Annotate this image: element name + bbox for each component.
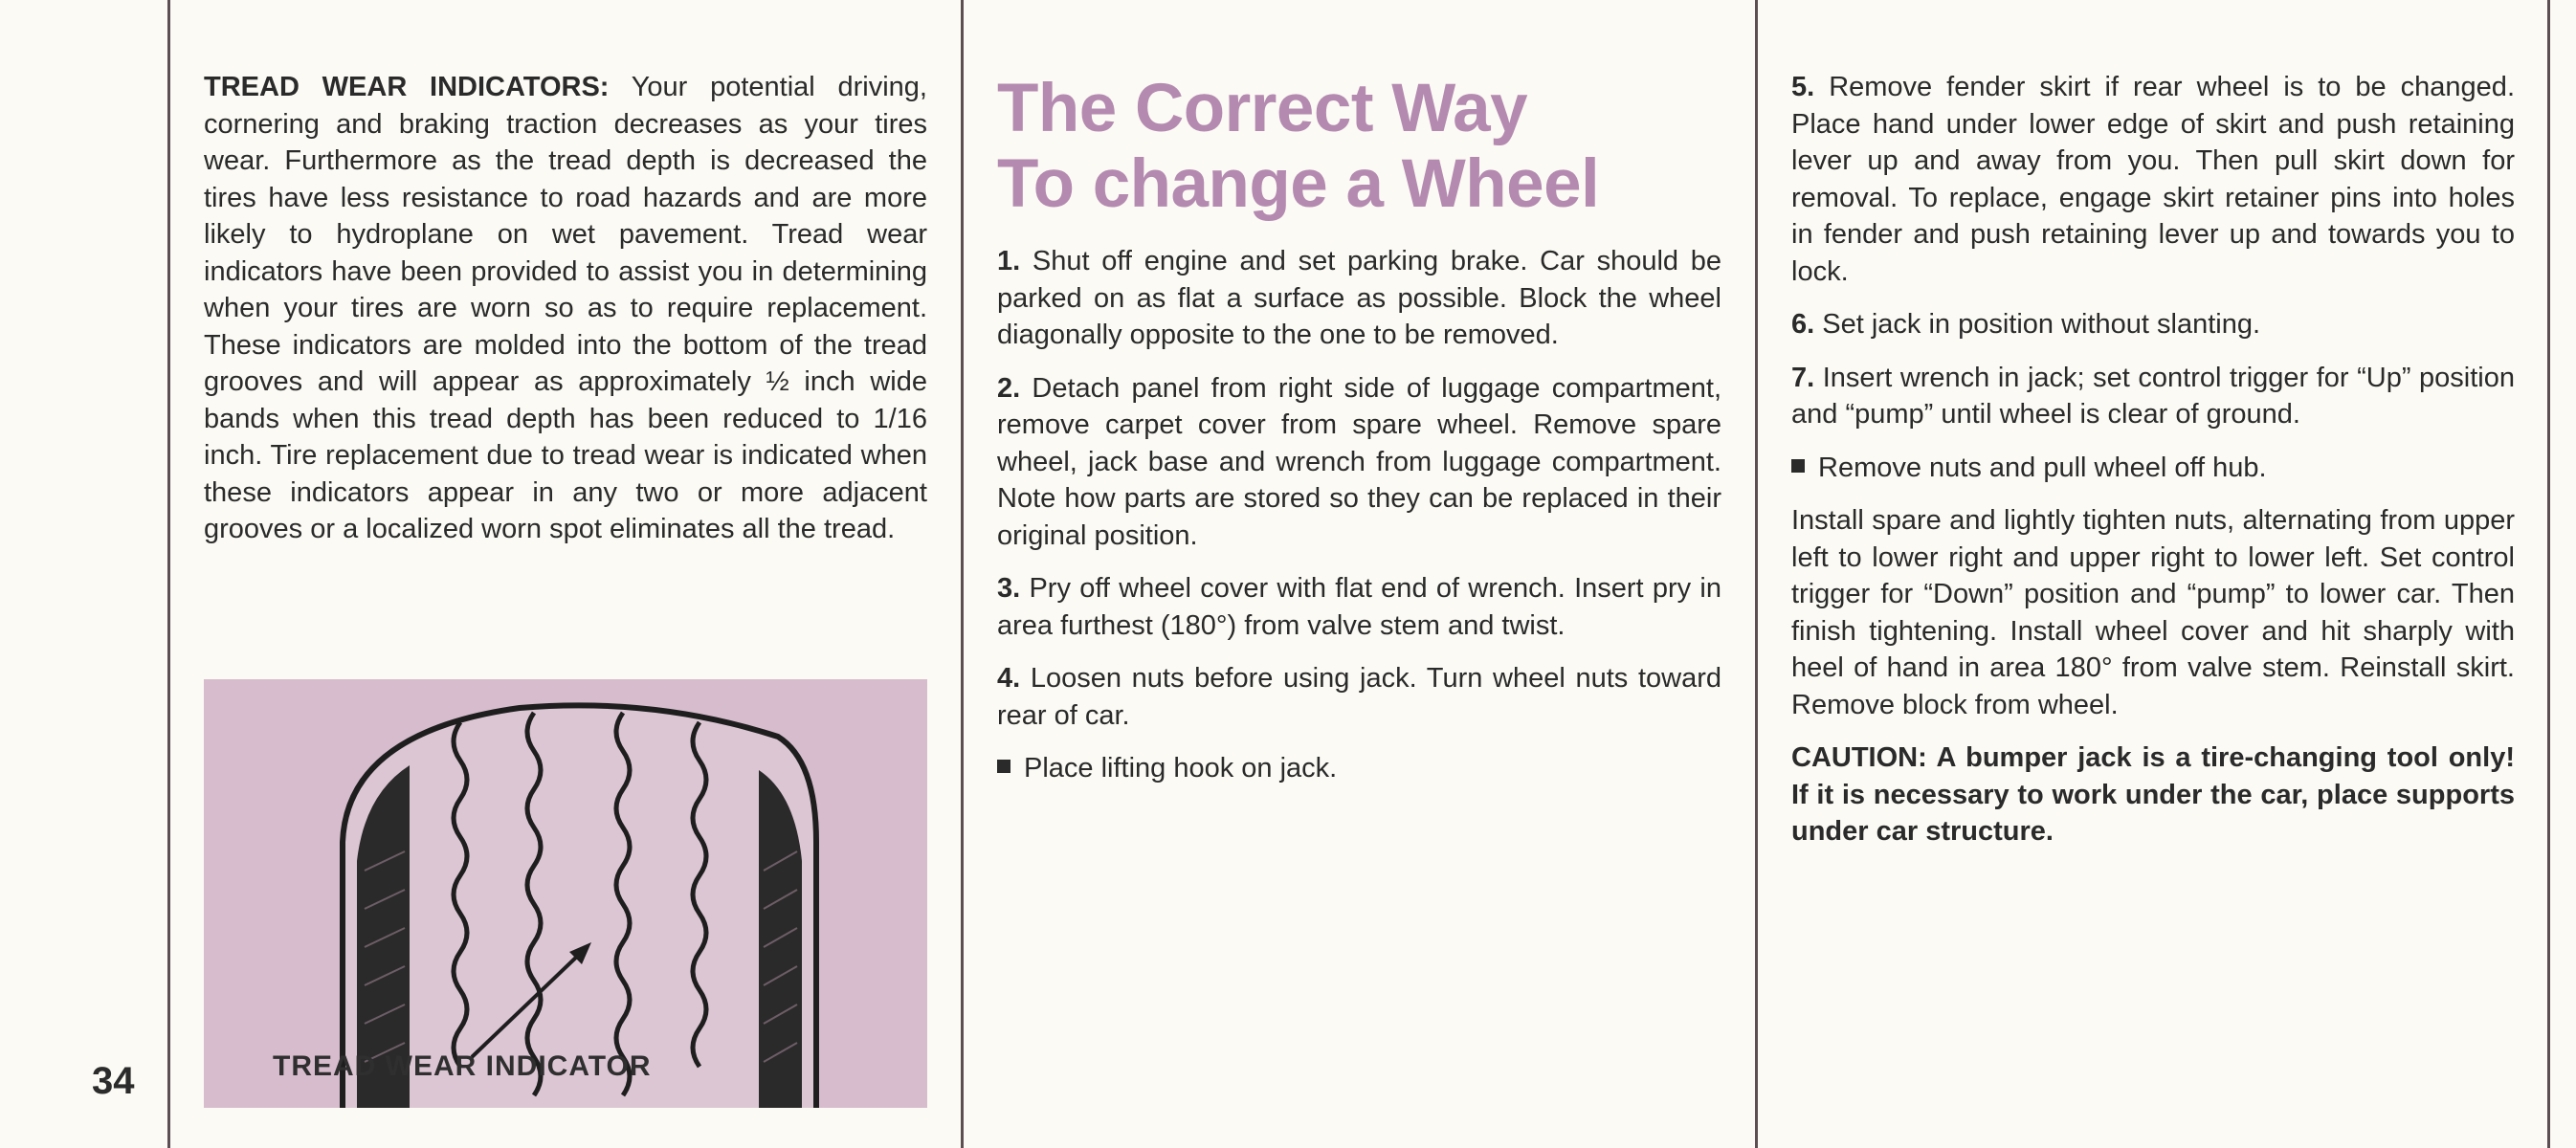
step-6-number: 6. <box>1791 309 1815 340</box>
column-rule-middle-left <box>961 0 964 1148</box>
step-7-text: Insert wrench in jack; set control trigger for “Up” position and “pump” until wheel is clear of ground. <box>1791 362 2516 430</box>
tread-wear-paragraph <box>204 69 927 548</box>
caution-block <box>1791 740 2515 850</box>
bullet-lifting-hook <box>997 750 1721 787</box>
bullet-lifting-hook-text: Place lifting hook on jack. <box>1024 753 1338 784</box>
bullet-square-icon <box>1791 459 1805 473</box>
step-1 <box>997 243 1721 354</box>
title-line-1: The Correct Way <box>997 71 1528 146</box>
step-3-text: Pry off wheel cover with flat end of wrench. Insert pry in area furthest (180°) from valve stem and twist. <box>997 573 1721 641</box>
caution-text: CAUTION: A bumper jack is a tire-changing tool only! If it is necessary to work under the car, place supports under car structure. <box>1791 742 2515 847</box>
step-6-text: Set jack in position without slanting. <box>1822 309 2261 340</box>
step-4-text: Loosen nuts before using jack. Turn wheel nuts toward rear of car. <box>997 663 1721 731</box>
step-1-number: 1. <box>997 246 1021 276</box>
step-5 <box>1791 69 2515 290</box>
tread-wear-body: Your potential driving, cornering and braking traction decreases as your tires wear. Furthermore as the tread depth is decreased the tires have less resistance to road hazards and are more likely to hydroplane on wet pavement. Tread wear indicators have been provided to assist you in determining when your tires are worn so as to require replacement. These indicators are molded into the bottom of the tread grooves and will appear as approximately ½ inch wide bands when this tread depth has been reduced to 1/16 inch. Tire replacement due to tread wear is indicated when these indicators appear in any two or more adjacent grooves or a localized worn spot eliminates all the tread. <box>204 72 927 544</box>
column-rule-middle-right <box>1755 0 1758 1148</box>
install-paragraph: Install spare and lightly tighten nuts, alternating from upper left to lower right and upper right to lower left. Set control trigger for “Down” position and “pump” to lower car. Then finish tightening. Install wheel cover and hit sharply with heel of hand in area 180° from valve stem. Reinstall skirt. Remove block from wheel. <box>1791 505 2515 720</box>
tread-wear-heading: TREAD WEAR INDICATORS: <box>204 72 610 102</box>
tread-wear-indicator-caption: TREAD WEAR INDICATOR <box>273 1050 652 1082</box>
step-5-text: Remove fender skirt if rear wheel is to be changed. Place hand under lower edge of skirt and push retaining lever up and away from you. Then pull skirt down for removal. To replace, engage skirt retainer pins into holes in fender and push retaining lever up and towards you to lock. <box>1791 72 2515 287</box>
page-title <box>997 71 1721 222</box>
step-5-number: 5. <box>1791 72 1815 102</box>
title-line-2: To change a Wheel <box>997 146 1600 222</box>
step-2 <box>997 370 1721 555</box>
middle-column <box>997 71 1721 787</box>
left-column <box>204 69 927 548</box>
step-3 <box>997 570 1721 644</box>
step-3-number: 3. <box>997 573 1021 604</box>
page-number: 34 <box>92 1060 135 1102</box>
column-rule-left <box>167 0 170 1148</box>
step-7-number: 7. <box>1791 362 1815 393</box>
tread-wear-illustration <box>204 679 927 1108</box>
bullet-remove-nuts <box>1791 450 2515 487</box>
column-rule-right <box>2547 0 2550 1148</box>
right-column <box>1791 69 2515 850</box>
step-1-text: Shut off engine and set parking brake. Car should be parked on as flat a surface as possible. Block the wheel diagonally opposite to the one to be removed. <box>997 246 1721 350</box>
step-4-number: 4. <box>997 663 1021 694</box>
bullet-remove-nuts-text: Remove nuts and pull wheel off hub. <box>1818 452 2267 483</box>
step-2-text: Detach panel from right side of luggage compartment, remove carpet cover from spare wheel. Remove spare wheel, jack base and wrench from luggage compartment. Note how parts are stored so they can be replaced in their original position. <box>997 372 1721 551</box>
step-7 <box>1791 360 2515 433</box>
step-2-number: 2. <box>997 372 1021 404</box>
step-6 <box>1791 306 2515 343</box>
tire-tread-drawing <box>204 679 927 1108</box>
bullet-square-icon <box>997 760 1010 773</box>
step-4 <box>997 660 1721 734</box>
